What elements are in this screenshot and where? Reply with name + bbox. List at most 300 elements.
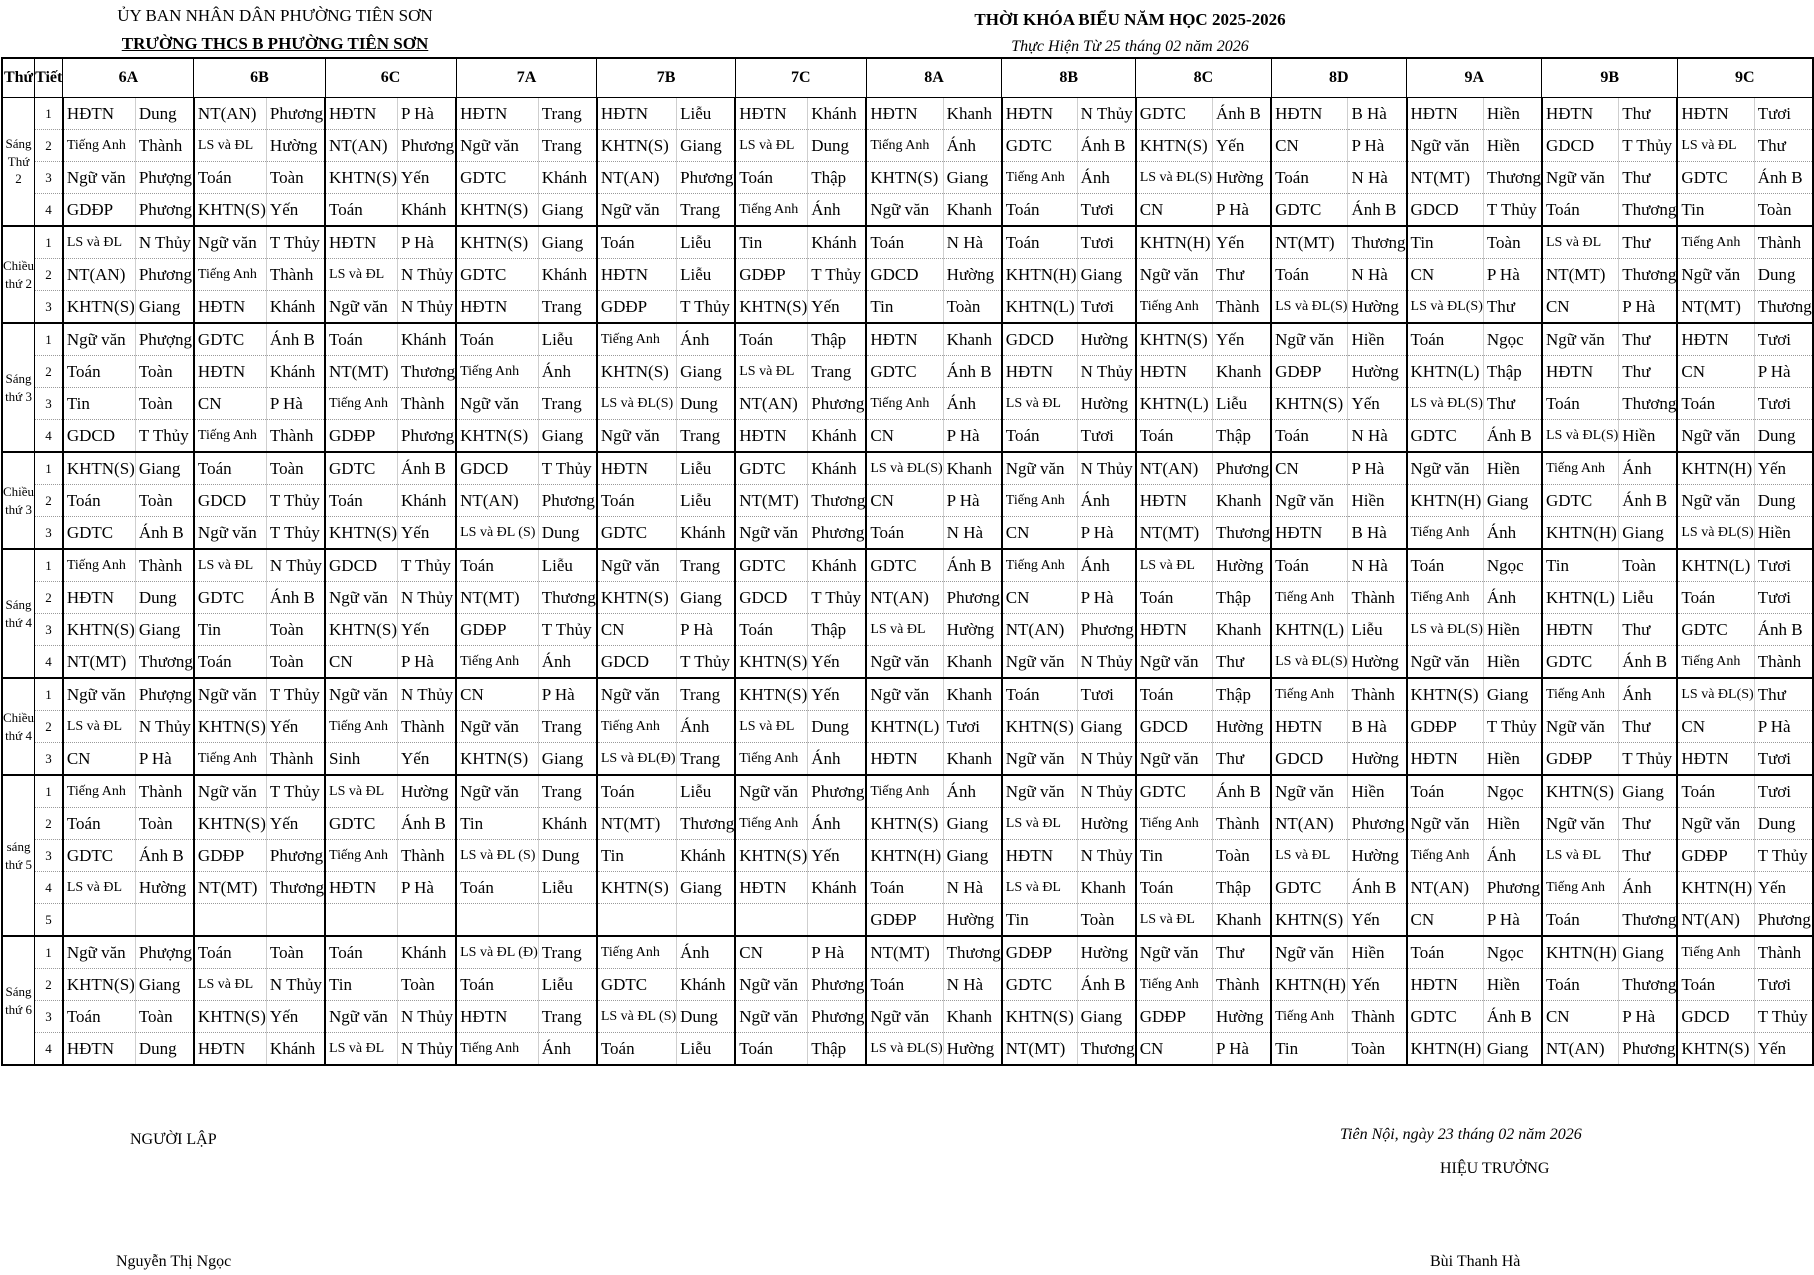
teacher-cell: Tươi bbox=[1077, 420, 1136, 453]
subject-cell: Tiếng Anh bbox=[1271, 678, 1348, 711]
subject-cell: KHTN(L) bbox=[1677, 549, 1754, 582]
subject-cell: Toán bbox=[866, 872, 943, 904]
teacher-cell: Yến bbox=[808, 291, 867, 324]
subject-cell: Tiếng Anh bbox=[1136, 969, 1213, 1001]
subject-cell: HĐTN bbox=[597, 452, 677, 485]
teacher-cell: Khanh bbox=[1077, 872, 1136, 904]
teacher-cell: Toàn bbox=[1077, 904, 1136, 937]
subject-cell: Ngữ văn bbox=[1407, 646, 1484, 679]
teacher-cell: Hiền bbox=[1348, 323, 1407, 356]
teacher-cell: Phương bbox=[808, 969, 867, 1001]
day-session-label: Sáng Thứ 2 bbox=[2, 98, 35, 227]
teacher-cell: Tươi bbox=[1754, 775, 1813, 808]
subject-cell: LS và ĐL bbox=[1542, 226, 1619, 259]
subject-cell: LS và ĐL bbox=[1271, 840, 1348, 872]
subject-cell: GDCD bbox=[597, 646, 677, 679]
teacher-cell: P Hà bbox=[1754, 356, 1813, 388]
subject-cell: Toán bbox=[1002, 194, 1077, 227]
subject-cell: NT(MT) bbox=[1271, 226, 1348, 259]
teacher-cell: Phượng bbox=[135, 678, 194, 711]
teacher-cell: Yến bbox=[266, 194, 325, 227]
subject-cell: GDTC bbox=[1677, 614, 1754, 646]
teacher-cell: T Thủy bbox=[808, 259, 867, 291]
teacher-cell: Thư bbox=[1619, 98, 1678, 130]
teacher-cell: Ánh bbox=[538, 356, 597, 388]
teacher-cell: Giang bbox=[135, 969, 194, 1001]
subject-cell: Tiếng Anh bbox=[456, 646, 538, 679]
subject-cell: Tin bbox=[63, 388, 136, 420]
subject-cell: LS và ĐL bbox=[63, 226, 136, 259]
teacher-cell: Phương bbox=[135, 194, 194, 227]
teacher-cell: Ánh B bbox=[1483, 1001, 1542, 1033]
subject-cell: HĐTN bbox=[1002, 356, 1077, 388]
teacher-cell: Liễu bbox=[677, 1033, 736, 1066]
teacher-cell: Toàn bbox=[1348, 1033, 1407, 1066]
day-session-label: Sáng thứ 6 bbox=[2, 936, 35, 1065]
subject-cell: Ngữ văn bbox=[735, 1001, 808, 1033]
teacher-cell: Trang bbox=[677, 678, 736, 711]
class-header: 8A bbox=[866, 58, 1001, 98]
teacher-cell: Ánh bbox=[1077, 162, 1136, 194]
period-row bbox=[2, 259, 1813, 291]
subject-cell: Toán bbox=[325, 194, 398, 227]
subject-cell: Toán bbox=[1677, 388, 1754, 420]
subject-cell: GDTC bbox=[1407, 1001, 1484, 1033]
teacher-cell: Giang bbox=[538, 194, 597, 227]
subject-cell: HĐTN bbox=[1542, 356, 1619, 388]
teacher-cell: P Hà bbox=[1348, 130, 1407, 162]
subject-cell: KHTN(S) bbox=[1002, 1001, 1077, 1033]
subject-cell: Ngữ văn bbox=[1002, 452, 1077, 485]
teacher-cell: Dung bbox=[1754, 420, 1813, 453]
teacher-cell: N Thủy bbox=[398, 291, 457, 324]
period-number: 2 bbox=[35, 808, 63, 840]
subject-cell: Ngữ văn bbox=[1542, 323, 1619, 356]
subject-cell: Tiếng Anh bbox=[1407, 582, 1484, 614]
period-row bbox=[2, 291, 1813, 324]
teacher-cell: T Thủy bbox=[1619, 743, 1678, 776]
teacher-cell: Giang bbox=[1077, 259, 1136, 291]
subject-cell: CN bbox=[866, 485, 943, 517]
teacher-cell: Thành bbox=[135, 130, 194, 162]
teacher-cell: Hiền bbox=[1483, 808, 1542, 840]
period-number: 1 bbox=[35, 226, 63, 259]
teacher-cell: Thương bbox=[1213, 517, 1272, 550]
subject-cell: Ngữ văn bbox=[456, 711, 538, 743]
subject-cell: CN bbox=[1002, 582, 1077, 614]
subject-cell: KHTN(S) bbox=[1677, 1033, 1754, 1066]
subject-cell: HĐTN bbox=[1136, 614, 1213, 646]
teacher-cell: Ánh bbox=[1619, 678, 1678, 711]
subject-cell: KHTN(S) bbox=[456, 743, 538, 776]
subject-cell: HĐTN bbox=[1677, 323, 1754, 356]
teacher-cell: T Thủy bbox=[266, 775, 325, 808]
teacher-cell: Toàn bbox=[1483, 226, 1542, 259]
subject-cell: LS và ĐL bbox=[194, 130, 267, 162]
period-row bbox=[2, 356, 1813, 388]
teacher-cell: T Thủy bbox=[677, 646, 736, 679]
place-date: Tiên Nội, ngày 23 tháng 02 năm 2026 bbox=[1340, 1126, 1582, 1143]
teacher-cell: Trang bbox=[538, 1001, 597, 1033]
subject-cell: NT(MT) bbox=[456, 582, 538, 614]
teacher-cell: Yến bbox=[398, 614, 457, 646]
subject-cell: Toán bbox=[325, 323, 398, 356]
teacher-cell bbox=[398, 904, 457, 937]
teacher-cell: N Thủy bbox=[398, 678, 457, 711]
subject-cell: Ngữ văn bbox=[1136, 936, 1213, 969]
teacher-cell: Yến bbox=[1754, 1033, 1813, 1066]
subject-cell: GDTC bbox=[325, 808, 398, 840]
subject-cell: Toán bbox=[1542, 194, 1619, 227]
teacher-cell: Hường bbox=[943, 1033, 1002, 1066]
teacher-cell: Yến bbox=[266, 711, 325, 743]
subject-cell: GDĐP bbox=[1136, 1001, 1213, 1033]
teacher-cell: Ánh bbox=[1483, 582, 1542, 614]
teacher-cell: Ánh B bbox=[1754, 162, 1813, 194]
subject-cell: Tiếng Anh bbox=[1542, 872, 1619, 904]
subject-cell: LS và ĐL bbox=[194, 969, 267, 1001]
teacher-cell: Toàn bbox=[1213, 840, 1272, 872]
period-number: 3 bbox=[35, 743, 63, 776]
subject-cell: Tiếng Anh bbox=[1271, 582, 1348, 614]
teacher-cell: P Hà bbox=[808, 936, 867, 969]
period-row bbox=[2, 549, 1813, 582]
teacher-cell: Hường bbox=[1077, 323, 1136, 356]
subject-cell: HĐTN bbox=[325, 98, 398, 130]
subject-cell: LS và ĐL bbox=[735, 356, 808, 388]
teacher-cell: Giang bbox=[1483, 678, 1542, 711]
class-header: 7C bbox=[735, 58, 866, 98]
teacher-cell: Thành bbox=[1754, 646, 1813, 679]
subject-cell: HĐTN bbox=[194, 356, 267, 388]
subject-cell: Ngữ văn bbox=[63, 162, 136, 194]
period-number: 4 bbox=[35, 646, 63, 679]
day-session-label: Chiều thứ 3 bbox=[2, 452, 35, 549]
teacher-cell: Toàn bbox=[135, 1001, 194, 1033]
subject-cell: Tiếng Anh bbox=[63, 130, 136, 162]
subject-cell: Tiếng Anh bbox=[735, 808, 808, 840]
teacher-cell: T Thủy bbox=[266, 517, 325, 550]
teacher-cell: Thập bbox=[1213, 420, 1272, 453]
teacher-cell: Ánh B bbox=[1077, 130, 1136, 162]
teacher-cell: Liễu bbox=[677, 259, 736, 291]
teacher-cell: Khánh bbox=[266, 291, 325, 324]
subject-cell: Tiếng Anh bbox=[866, 775, 943, 808]
period-row bbox=[2, 808, 1813, 840]
subject-cell: KHTN(L) bbox=[1002, 291, 1077, 324]
subject-cell: HĐTN bbox=[735, 420, 808, 453]
teacher-cell: Ánh bbox=[1483, 840, 1542, 872]
teacher-cell: Thư bbox=[1213, 259, 1272, 291]
teacher-cell: N Thủy bbox=[135, 711, 194, 743]
teacher-cell: Giang bbox=[538, 420, 597, 453]
teacher-cell: Khanh bbox=[1213, 904, 1272, 937]
subject-cell: KHTN(L) bbox=[1542, 582, 1619, 614]
teacher-cell bbox=[677, 904, 736, 937]
subject-cell: KHTN(H) bbox=[1677, 452, 1754, 485]
subject-cell: KHTN(S) bbox=[194, 711, 267, 743]
creator-name: Nguyễn Thị Ngọc bbox=[116, 1253, 232, 1270]
teacher-cell: P Hà bbox=[1619, 291, 1678, 324]
teacher-cell: Phương bbox=[943, 582, 1002, 614]
subject-cell: LS và ĐL(S) bbox=[1407, 388, 1484, 420]
teacher-cell: T Thủy bbox=[135, 420, 194, 453]
teacher-cell: Phương bbox=[266, 98, 325, 130]
subject-cell: KHTN(S) bbox=[194, 1001, 267, 1033]
subject-cell: Tiếng Anh bbox=[456, 356, 538, 388]
teacher-cell: P Hà bbox=[1483, 904, 1542, 937]
teacher-cell: Thương bbox=[1483, 162, 1542, 194]
teacher-cell: Giang bbox=[943, 808, 1002, 840]
subject-cell: Tin bbox=[735, 226, 808, 259]
teacher-cell: N Thủy bbox=[266, 969, 325, 1001]
subject-cell: KHTN(S) bbox=[63, 614, 136, 646]
teacher-cell: T Thủy bbox=[1483, 711, 1542, 743]
subject-cell: NT(MT) bbox=[194, 872, 267, 904]
teacher-cell: Phương bbox=[1754, 904, 1813, 937]
teacher-cell: Tươi bbox=[1754, 323, 1813, 356]
subject-cell: Ngữ văn bbox=[1407, 808, 1484, 840]
period-number: 4 bbox=[35, 420, 63, 453]
teacher-cell: Yến bbox=[1348, 969, 1407, 1001]
subject-cell: GDCD bbox=[1542, 130, 1619, 162]
header-tiet: Tiết bbox=[35, 58, 63, 98]
teacher-cell bbox=[538, 904, 597, 937]
subject-cell: GDĐP bbox=[866, 904, 943, 937]
teacher-cell: Thư bbox=[1754, 678, 1813, 711]
subject-cell: GDCD bbox=[194, 485, 267, 517]
teacher-cell: Ngọc bbox=[1483, 775, 1542, 808]
teacher-cell: Toàn bbox=[398, 969, 457, 1001]
subject-cell: KHTN(S) bbox=[597, 356, 677, 388]
subject-cell: KHTN(S) bbox=[1271, 388, 1348, 420]
subject-cell: GDTC bbox=[194, 582, 267, 614]
subject-cell: HĐTN bbox=[866, 323, 943, 356]
subject-cell: HĐTN bbox=[456, 291, 538, 324]
subject-cell: HĐTN bbox=[63, 98, 136, 130]
subject-cell: LS và ĐL(S) bbox=[1407, 614, 1484, 646]
teacher-cell: Thập bbox=[808, 323, 867, 356]
subject-cell: Tiếng Anh bbox=[1136, 808, 1213, 840]
teacher-cell: P Hà bbox=[1213, 194, 1272, 227]
teacher-cell: Thư bbox=[1213, 743, 1272, 776]
subject-cell: Toán bbox=[1677, 775, 1754, 808]
subject-cell: HĐTN bbox=[1407, 98, 1484, 130]
subject-cell: GDCD bbox=[866, 259, 943, 291]
period-number: 2 bbox=[35, 582, 63, 614]
teacher-cell: Yến bbox=[1754, 452, 1813, 485]
teacher-cell: P Hà bbox=[398, 98, 457, 130]
period-row bbox=[2, 969, 1813, 1001]
teacher-cell: Khanh bbox=[943, 1001, 1002, 1033]
subject-cell: KHTN(S) bbox=[866, 808, 943, 840]
subject-cell: KHTN(S) bbox=[63, 291, 136, 324]
subject-cell: Tiếng Anh bbox=[325, 711, 398, 743]
teacher-cell: Phương bbox=[1213, 452, 1272, 485]
teacher-cell: Dung bbox=[808, 130, 867, 162]
subject-cell: Tiếng Anh bbox=[194, 743, 267, 776]
page-title: THỜI KHÓA BIỂU NĂM HỌC 2025-2026 bbox=[974, 10, 1286, 29]
subject-cell: NT(AN) bbox=[597, 162, 677, 194]
teacher-cell: Hường bbox=[1077, 936, 1136, 969]
subject-cell: LS và ĐL(S) bbox=[597, 388, 677, 420]
teacher-cell: Thành bbox=[1213, 969, 1272, 1001]
subject-cell: LS và ĐL(S) bbox=[1136, 162, 1213, 194]
subject-cell: Tin bbox=[1271, 1033, 1348, 1066]
period-row bbox=[2, 226, 1813, 259]
teacher-cell: Khánh bbox=[398, 936, 457, 969]
class-header: 8D bbox=[1271, 58, 1406, 98]
period-row bbox=[2, 323, 1813, 356]
teacher-cell: Thư bbox=[1619, 323, 1678, 356]
teacher-cell: Toàn bbox=[266, 614, 325, 646]
subject-cell: GDCD bbox=[456, 452, 538, 485]
subject-cell: Ngữ văn bbox=[735, 517, 808, 550]
teacher-cell: Giang bbox=[677, 356, 736, 388]
period-number: 3 bbox=[35, 388, 63, 420]
subject-cell: Toán bbox=[1542, 388, 1619, 420]
class-header: 6C bbox=[325, 58, 456, 98]
teacher-cell: Ánh B bbox=[1619, 485, 1678, 517]
teacher-cell: Khánh bbox=[677, 969, 736, 1001]
subject-cell: Toán bbox=[735, 1033, 808, 1066]
teacher-cell: Liễu bbox=[677, 226, 736, 259]
subject-cell: KHTN(L) bbox=[866, 711, 943, 743]
subject-cell bbox=[597, 904, 677, 937]
subject-cell: CN bbox=[1271, 130, 1348, 162]
teacher-cell: Khanh bbox=[1213, 356, 1272, 388]
subject-cell: HĐTN bbox=[1677, 743, 1754, 776]
teacher-cell: Khanh bbox=[943, 194, 1002, 227]
subject-cell: Ngữ văn bbox=[325, 678, 398, 711]
subject-cell: Tiếng Anh bbox=[1542, 678, 1619, 711]
period-number: 1 bbox=[35, 549, 63, 582]
subject-cell: Tiếng Anh bbox=[325, 840, 398, 872]
subject-cell: CN bbox=[1136, 1033, 1213, 1066]
subject-cell: Ngữ văn bbox=[866, 646, 943, 679]
subject-cell: LS và ĐL bbox=[325, 259, 398, 291]
teacher-cell: Dung bbox=[677, 388, 736, 420]
teacher-cell: Giang bbox=[677, 582, 736, 614]
subject-cell: HĐTN bbox=[1271, 98, 1348, 130]
subject-cell: Toán bbox=[456, 872, 538, 904]
subject-cell: GDĐP bbox=[1271, 356, 1348, 388]
subject-cell: CN bbox=[1407, 904, 1484, 937]
teacher-cell: Thành bbox=[1754, 936, 1813, 969]
subject-cell: NT(MT) bbox=[1677, 291, 1754, 324]
subject-cell: Ngữ văn bbox=[456, 130, 538, 162]
subject-cell: HĐTN bbox=[63, 1033, 136, 1066]
teacher-cell: Thương bbox=[1619, 259, 1678, 291]
period-number: 3 bbox=[35, 162, 63, 194]
teacher-cell: Ánh B bbox=[1213, 775, 1272, 808]
subject-cell: Ngữ văn bbox=[63, 936, 136, 969]
subject-cell: HĐTN bbox=[1407, 969, 1484, 1001]
subject-cell: HĐTN bbox=[866, 743, 943, 776]
teacher-cell: T Thủy bbox=[1483, 194, 1542, 227]
teacher-cell: Tươi bbox=[1077, 291, 1136, 324]
teacher-cell: Ánh B bbox=[1483, 420, 1542, 453]
subject-cell: LS và ĐL (S) bbox=[456, 840, 538, 872]
teacher-cell: T Thủy bbox=[398, 549, 457, 582]
teacher-cell: Hường bbox=[943, 259, 1002, 291]
subject-cell: Toán bbox=[1677, 582, 1754, 614]
teacher-cell: Hiền bbox=[1348, 775, 1407, 808]
teacher-cell: Ánh bbox=[538, 1033, 597, 1066]
subject-cell: HĐTN bbox=[1407, 743, 1484, 776]
teacher-cell: Trang bbox=[677, 194, 736, 227]
teacher-cell: Ánh bbox=[808, 808, 867, 840]
subject-cell: CN bbox=[194, 388, 267, 420]
period-row bbox=[2, 678, 1813, 711]
teacher-cell: N Hà bbox=[1348, 549, 1407, 582]
subject-cell: GDTC bbox=[194, 323, 267, 356]
teacher-cell: Giang bbox=[1077, 1001, 1136, 1033]
subject-cell bbox=[63, 904, 136, 937]
school-name: TRƯỜNG THCS B PHƯỜNG TIÊN SƠN bbox=[121, 34, 429, 53]
teacher-cell: Thành bbox=[135, 549, 194, 582]
teacher-cell: Ngọc bbox=[1483, 323, 1542, 356]
teacher-cell: Dung bbox=[808, 711, 867, 743]
teacher-cell: N Thủy bbox=[135, 226, 194, 259]
period-number: 3 bbox=[35, 614, 63, 646]
subject-cell: Ngữ văn bbox=[735, 775, 808, 808]
subject-cell: KHTN(H) bbox=[1542, 517, 1619, 550]
subject-cell: Toán bbox=[735, 323, 808, 356]
subject-cell: Tin bbox=[1542, 549, 1619, 582]
teacher-cell: Liễu bbox=[677, 452, 736, 485]
subject-cell: KHTN(S) bbox=[325, 517, 398, 550]
subject-cell: Ngữ văn bbox=[866, 678, 943, 711]
subject-cell: Ngữ văn bbox=[1002, 743, 1077, 776]
subject-cell: GDTC bbox=[1002, 130, 1077, 162]
teacher-cell: Yến bbox=[266, 808, 325, 840]
subject-cell: Tiếng Anh bbox=[63, 549, 136, 582]
teacher-cell: Thành bbox=[398, 840, 457, 872]
teacher-cell: Ánh B bbox=[1077, 969, 1136, 1001]
subject-cell: KHTN(S) bbox=[194, 808, 267, 840]
subject-cell: NT(AN) bbox=[1677, 904, 1754, 937]
teacher-cell: Ánh B bbox=[943, 549, 1002, 582]
subject-cell: NT(AN) bbox=[1542, 1033, 1619, 1066]
creator-title: NGƯỜI LẬP bbox=[130, 1131, 217, 1148]
subject-cell: KHTN(L) bbox=[1271, 614, 1348, 646]
teacher-cell: Giang bbox=[1483, 1033, 1542, 1066]
subject-cell: LS và ĐL(S) bbox=[1407, 291, 1484, 324]
period-number: 3 bbox=[35, 517, 63, 550]
teacher-cell: Thương bbox=[1619, 388, 1678, 420]
teacher-cell: Thành bbox=[266, 420, 325, 453]
subject-cell: KHTN(H) bbox=[1407, 485, 1484, 517]
subject-cell: LS và ĐL bbox=[1002, 388, 1077, 420]
teacher-cell: Thập bbox=[1213, 582, 1272, 614]
teacher-cell: Toàn bbox=[135, 808, 194, 840]
period-number: 1 bbox=[35, 323, 63, 356]
teacher-cell: Hiền bbox=[1754, 517, 1813, 550]
teacher-cell: N Thủy bbox=[1077, 743, 1136, 776]
period-row bbox=[2, 872, 1813, 904]
teacher-cell: Trang bbox=[677, 743, 736, 776]
teacher-cell: Giang bbox=[538, 226, 597, 259]
teacher-cell: Khánh bbox=[677, 840, 736, 872]
period-row bbox=[2, 452, 1813, 485]
subject-cell: KHTN(L) bbox=[1136, 388, 1213, 420]
teacher-cell: Tươi bbox=[1754, 582, 1813, 614]
teacher-cell: Hường bbox=[266, 130, 325, 162]
subject-cell: HĐTN bbox=[735, 98, 808, 130]
teacher-cell: Liễu bbox=[677, 775, 736, 808]
teacher-cell: P Hà bbox=[1077, 582, 1136, 614]
